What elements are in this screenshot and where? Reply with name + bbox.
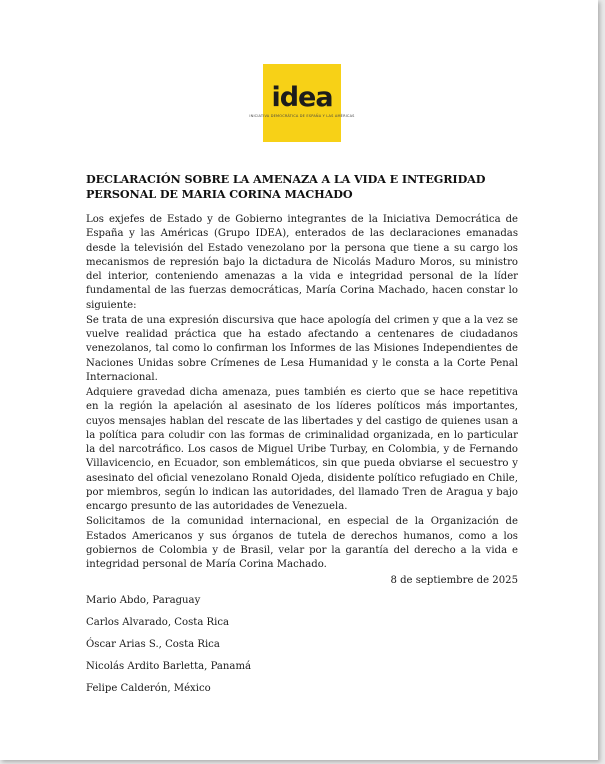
signatory-list xyxy=(86,590,386,700)
paragraph: Solicitamos de la comunidad internacional, en especial de la Organización de Estados Americanos y sus órganos de tutela de derechos humanos, como a los gobiernos de Colombia y de Brasil, velar por la garantía del derecho a la vida e integridad personal de María Corina Machado. xyxy=(86,516,518,570)
logo-wordmark: idea xyxy=(271,82,333,113)
signatory: Nicolás Ardito Barletta, Panamá xyxy=(86,661,252,672)
document-title: DECLARACIÓN SOBRE LA AMENAZA A LA VIDA E INTEGRIDAD PERSONAL DE MARIA CORINA MACHADO xyxy=(86,172,486,201)
document-date: 8 de septiembre de 2025 xyxy=(390,575,518,586)
signatory: Óscar Arias S., Costa Rica xyxy=(86,639,220,650)
paragraph: Los exjefes de Estado y de Gobierno integrantes de la Iniciativa Democrática de España y las Américas (Grupo IDEA), enterados de las declaraciones emanadas desde la televisión del Estado venezolano por la persona que tiene a su cargo los mecanismos de represión bajo la dictadura de Nicolás Maduro Moros, su ministro del interior, conteniendo amenazas a la vida e integridad personal de la líder fundamental de las fuerzas democráticas, María Corina Machado, hacen constar lo siguiente: xyxy=(86,214,518,311)
logo-tagline: INICIATIVA DEMOCRÁTICA DE ESPAÑA Y LAS AMÉRICAS xyxy=(249,114,355,118)
signatory: Carlos Alvarado, Costa Rica xyxy=(86,617,230,628)
paragraph: Se trata de una expresión discursiva que hace apología del crimen y que a la vez se vuelve realidad práctica que ha estado afectando a centenares de ciudadanos venezolanos, tal como lo confirman los Informes de las Misiones Independientes de Naciones Unidas sobre Crímenes de Lesa Humanidad y le consta a la Corte Penal Internacional. xyxy=(86,314,518,383)
paragraph: Adquiere gravedad dicha amenaza, pues también es cierto que se hace repetitiva en la región la apelación al asesinato de los líderes políticos más importantes, cuyos mensajes hablan del rescate de las libertades y del castigo de quienes usan a la política para coludir con las formas de criminalidad organizada, en lo particular la del narcotráfico. Los casos de Miguel Uribe Turbay, en Colombia, y de Fernando Villavicencio, en Ecuador, son emblemáticos, sin que pueda obviarse el secuestro y asesinato del oficial venezolano Ronald Ojeda, disidente político refugiado en Chile, por miembros, según lo indican las autoridades, del llamado Tren de Aragua y bajo encargo presunto de las autoridades de Venezuela. xyxy=(86,387,518,512)
document-body xyxy=(86,213,518,573)
signatory: Felipe Calderón, México xyxy=(86,683,211,694)
idea-logo xyxy=(249,64,355,142)
signatory: Mario Abdo, Paraguay xyxy=(86,595,201,606)
